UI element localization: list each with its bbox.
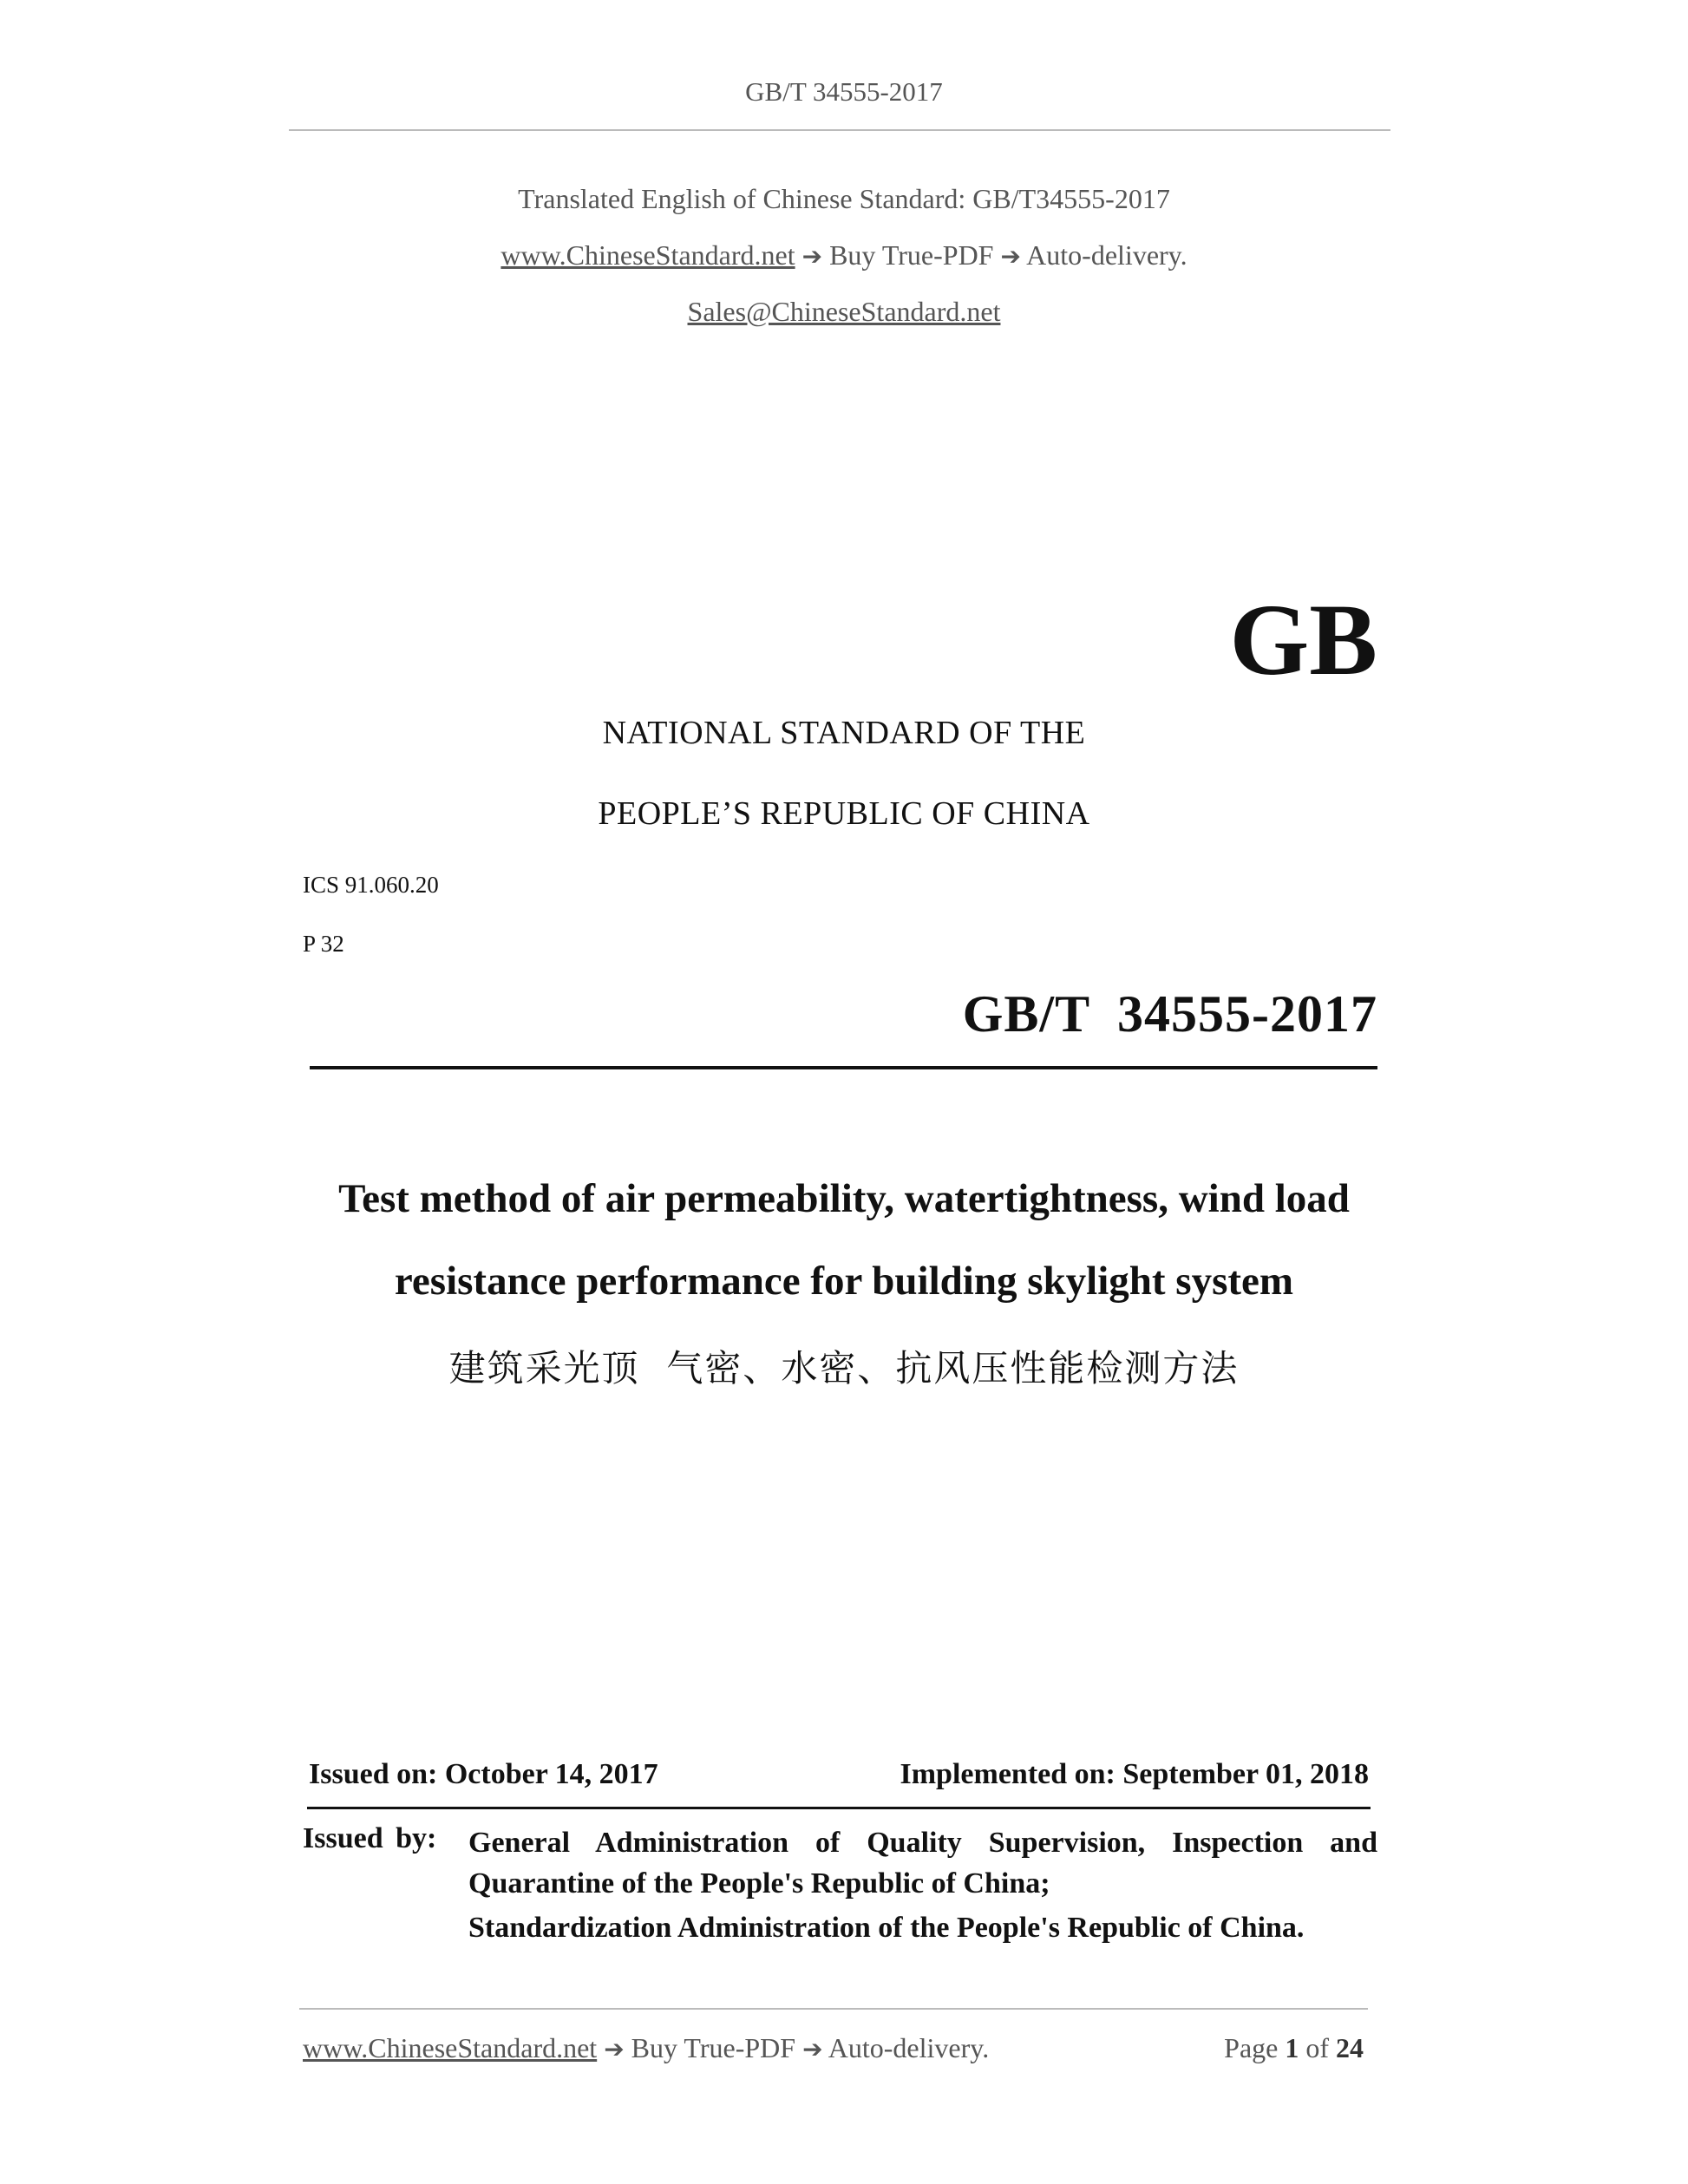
page-indicator xyxy=(1224,2032,1364,2064)
issuer-sac: Standardization Administration of the People's Republic of China. xyxy=(468,1912,1305,1944)
standard-number-rule xyxy=(310,1066,1377,1069)
footer-delivery-text: Auto-delivery. xyxy=(828,2032,990,2063)
title-chinese-text: 建筑采光顶 气密、水密、抗风压性能检测方法 xyxy=(448,1347,1240,1390)
links-line xyxy=(0,239,1688,271)
page-label: Page xyxy=(1224,2032,1279,2063)
implemented-on: Implemented on: September 01, 2018 xyxy=(900,1758,1369,1790)
dates-rule xyxy=(307,1807,1371,1809)
issuer-gaqsiq: General Administration of Quality Supervision, Inspection and Quarantine of the People's Republic of China; xyxy=(468,1827,1377,1900)
national-standard-line2: PEOPLE’S REPUBLIC OF CHINA xyxy=(598,795,1090,832)
classification-code: P 32 xyxy=(303,931,344,957)
national-standard-line1: NATIONAL STANDARD OF THE xyxy=(602,715,1086,751)
buy-text: Buy True-PDF xyxy=(829,239,994,271)
footer-buy-text: Buy True-PDF xyxy=(631,2032,796,2063)
title-chinese xyxy=(0,1340,1688,1392)
standard-number xyxy=(963,984,1377,1044)
issued-by-label: Issued by: xyxy=(303,1822,437,1854)
footer-site-link[interactable]: www.ChineseStandard.net xyxy=(303,2032,598,2063)
delivery-text: Auto-delivery. xyxy=(1026,239,1187,271)
sales-email-link[interactable]: Sales@ChineseStandard.net xyxy=(687,296,1001,327)
page-number: 1 xyxy=(1285,2032,1299,2063)
translated-line: Translated English of Chinese Standard: GB/T34555-2017 xyxy=(518,183,1170,214)
arrow-right-icon: ➔ xyxy=(604,2035,625,2063)
footer-rule xyxy=(299,2008,1368,2010)
gb-logo: GB xyxy=(1229,583,1377,696)
ics-code: ICS 91.060.20 xyxy=(303,872,439,898)
sales-line xyxy=(0,296,1688,328)
standard-number-text: GB/T 34555-2017 xyxy=(962,985,1377,1043)
of-label: of xyxy=(1305,2032,1329,2063)
header-rule xyxy=(289,129,1390,131)
arrow-right-icon: ➔ xyxy=(801,242,823,271)
title-line2: resistance performance for building skylight system xyxy=(394,1259,1294,1304)
footer-links xyxy=(303,2032,989,2064)
page-total: 24 xyxy=(1336,2032,1364,2063)
site-link[interactable]: www.ChineseStandard.net xyxy=(501,239,795,271)
arrow-right-icon: ➔ xyxy=(1000,242,1021,271)
arrow-right-icon: ➔ xyxy=(802,2035,823,2063)
running-header: GB/T 34555-2017 xyxy=(745,76,943,107)
title-line1: Test method of air permeability, watertightness, wind load xyxy=(338,1176,1350,1221)
issued-on: Issued on: October 14, 2017 xyxy=(309,1758,658,1790)
